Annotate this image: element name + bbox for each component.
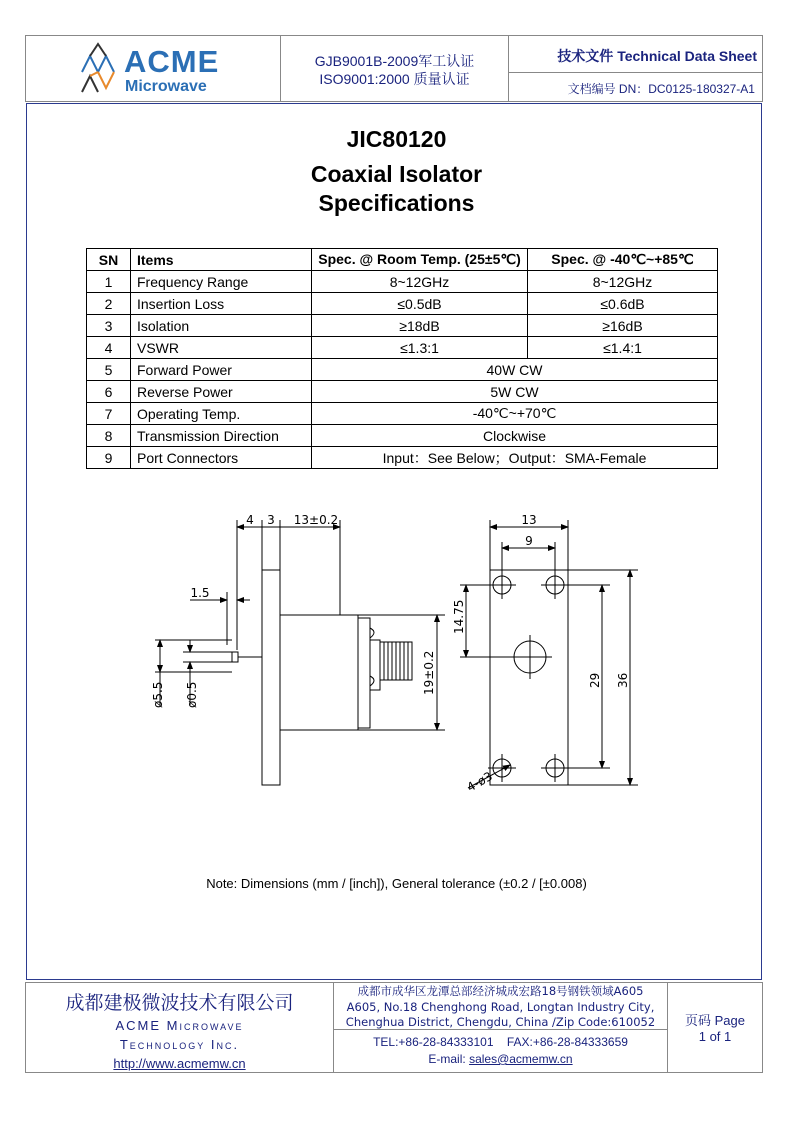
dim-phi-0-5: ø0.5 xyxy=(185,681,199,708)
product-title: Coaxial Isolator xyxy=(310,161,483,187)
company-name-cn: 成都建极微波技术有限公司 xyxy=(65,993,294,1014)
dimension-note: Note: Dimensions (mm / [inch]), General tolerance (±0.2 / [±0.008) xyxy=(206,876,587,891)
email-link[interactable]: sales@acmemw.cn xyxy=(469,1052,573,1066)
col-ext: Spec. @ -40℃~+85℃ xyxy=(528,249,718,271)
room-spec: 8~12GHz xyxy=(312,271,528,293)
room-spec: ≤1.3:1 xyxy=(312,337,528,359)
side-view xyxy=(155,520,445,785)
spec: 40W CW xyxy=(312,359,718,381)
dim-19: 19±0.2 xyxy=(422,650,436,695)
doc-type: 技术文件 Technical Data Sheet xyxy=(557,48,757,64)
front-view xyxy=(460,520,638,788)
cert-iso: ISO9001:2000 质量认证 xyxy=(319,71,470,87)
logo-brand: ACME xyxy=(124,44,220,79)
dim-13-front: 13 xyxy=(521,513,537,527)
address-en-2: Chenghua District, Chengdu, China /Zip Code:610052 xyxy=(345,1015,656,1029)
dim-4: 4 xyxy=(246,513,254,527)
ext-spec: ≤1.4:1 xyxy=(528,337,718,359)
sn: 1 xyxy=(87,271,131,293)
ext-spec: 8~12GHz xyxy=(528,271,718,293)
item: VSWR xyxy=(131,337,312,359)
sn: 4 xyxy=(87,337,131,359)
dim-9: 9 xyxy=(525,534,533,548)
address-cn: 成都市成华区龙潭总部经济城成宏路18号钢铁领域A605 xyxy=(357,984,644,998)
item: Transmission Direction xyxy=(131,425,312,447)
page-info xyxy=(668,1013,762,1045)
col-room: Spec. @ Room Temp. (25±5℃) xyxy=(312,249,528,271)
website-link[interactable]: http://www.acmemw.cn xyxy=(113,1056,246,1071)
spec: 5W CW xyxy=(312,381,718,403)
sn: 7 xyxy=(87,403,131,425)
dim-phi-5-5: ø5.5 xyxy=(151,681,165,708)
sn: 5 xyxy=(87,359,131,381)
page-value: 1 of 1 xyxy=(698,1029,732,1044)
dim-holes: 4-ø3 xyxy=(464,768,495,795)
dim-1-5: 1.5 xyxy=(190,586,210,600)
col-sn: SN xyxy=(87,249,131,271)
item: Forward Power xyxy=(131,359,312,381)
dim-36: 36 xyxy=(616,672,630,688)
dim-3: 3 xyxy=(267,513,275,527)
sn: 6 xyxy=(87,381,131,403)
dim-13-side: 13±0.2 xyxy=(293,513,339,527)
website-wrap xyxy=(26,1056,333,1071)
item: Frequency Range xyxy=(131,271,312,293)
company-name-en-1: ACME Microwave xyxy=(115,1018,244,1033)
company-name-en-2: Technology Inc. xyxy=(119,1037,240,1052)
page-label: 页码 Page xyxy=(685,1013,745,1028)
spec: -40℃~+70℃ xyxy=(312,403,718,425)
item: Port Connectors xyxy=(131,447,312,469)
spec: Input：See Below；Output：SMA-Female xyxy=(312,447,718,469)
logo-sub: Microwave xyxy=(125,78,207,95)
email-line xyxy=(334,1052,667,1066)
dim-14-75: 14.75 xyxy=(452,599,466,634)
spec-title: Specifications xyxy=(318,190,475,216)
doc-number: 文档编号 DN：DC0125-180327-A1 xyxy=(567,82,755,96)
item: Insertion Loss xyxy=(131,293,312,315)
item: Isolation xyxy=(131,315,312,337)
model-title: JIC80120 xyxy=(346,126,447,152)
ext-spec: ≥16dB xyxy=(528,315,718,337)
sn: 9 xyxy=(87,447,131,469)
dim-29: 29 xyxy=(588,672,602,688)
cert-gjb: GJB9001B-2009军工认证 xyxy=(314,53,475,69)
sn: 3 xyxy=(87,315,131,337)
tel-fax: TEL:+86-28-84333101 FAX:+86-28-84333659 xyxy=(373,1035,628,1049)
room-spec: ≤0.5dB xyxy=(312,293,528,315)
email-label: E-mail: xyxy=(428,1052,470,1066)
address xyxy=(334,984,667,1031)
item: Reverse Power xyxy=(131,381,312,403)
sn: 2 xyxy=(87,293,131,315)
spec: Clockwise xyxy=(312,425,718,447)
address-en-1: A605, No.18 Chenghong Road, Longtan Industry City, xyxy=(346,999,655,1014)
sn: 8 xyxy=(87,425,131,447)
col-items: Items xyxy=(131,249,312,271)
ext-spec: ≤0.6dB xyxy=(528,293,718,315)
room-spec: ≥18dB xyxy=(312,315,528,337)
item: Operating Temp. xyxy=(131,403,312,425)
